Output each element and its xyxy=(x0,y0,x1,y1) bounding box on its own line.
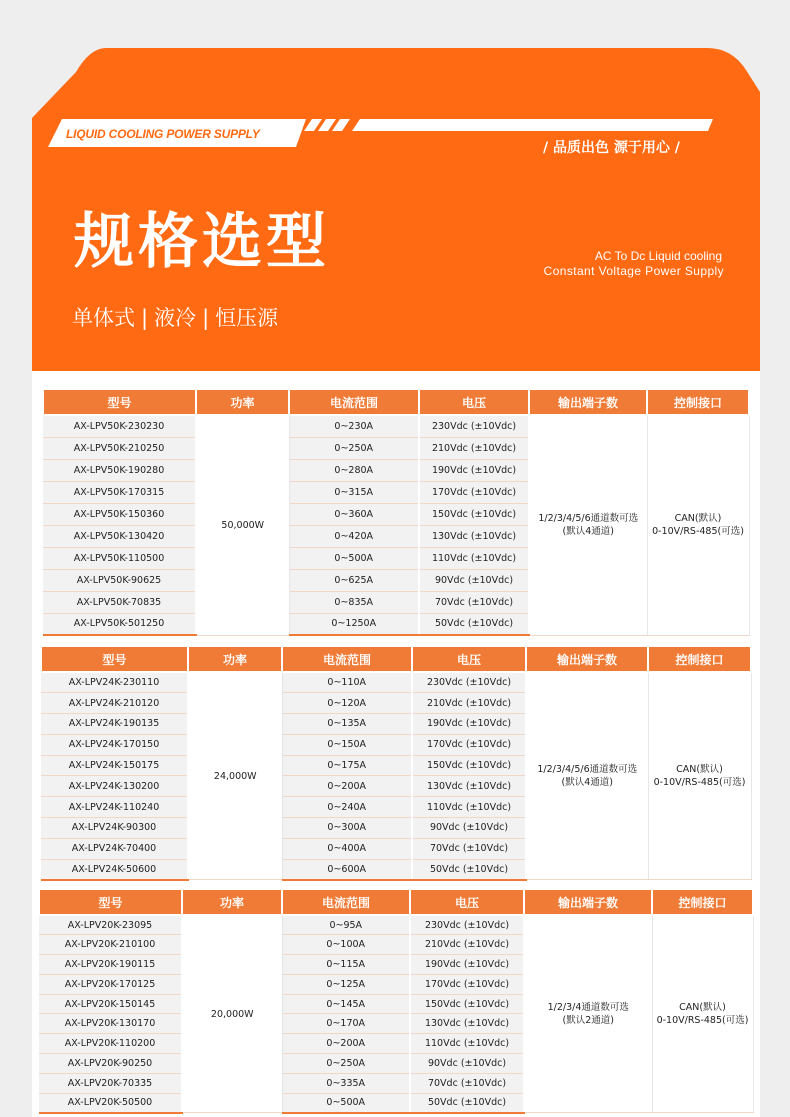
voltage-cell: 170Vdc (±10Vdc) xyxy=(412,734,526,755)
english-subtitle-line2: Constant Voltage Power Supply xyxy=(543,264,724,278)
current-range-cell: 0~100A xyxy=(282,935,410,955)
model-cell: AX-LPV24K-130200 xyxy=(41,776,188,797)
voltage-cell: 150Vdc (±10Vdc) xyxy=(419,503,529,525)
voltage-cell: 130Vdc (±10Vdc) xyxy=(410,1014,524,1034)
model-cell: AX-LPV24K-170150 xyxy=(41,734,188,755)
header-model: 型号 xyxy=(41,646,188,672)
current-range-cell: 0~360A xyxy=(289,503,419,525)
feature-item: 单体式 xyxy=(72,306,135,330)
voltage-cell: 50Vdc (±10Vdc) xyxy=(412,859,526,880)
voltage-cell: 70Vdc (±10Vdc) xyxy=(419,591,529,613)
current-range-cell: 0~250A xyxy=(289,437,419,459)
model-cell: AX-LPV24K-210120 xyxy=(41,693,188,714)
model-cell: AX-LPV50K-501250 xyxy=(43,613,196,635)
model-cell: AX-LPV20K-50500 xyxy=(39,1093,182,1113)
brand-label: LIQUID COOLING POWER SUPPLY xyxy=(66,127,260,141)
current-range-cell: 0~315A xyxy=(289,481,419,503)
voltage-cell: 70Vdc (±10Vdc) xyxy=(410,1073,524,1093)
current-range-cell: 0~625A xyxy=(289,569,419,591)
model-cell: AX-LPV20K-210100 xyxy=(39,935,182,955)
current-range-cell: 0~835A xyxy=(289,591,419,613)
control-optional: 0-10V/RS-485(可选) xyxy=(652,526,744,538)
english-subtitle-line1: AC To Dc Liquid cooling xyxy=(594,249,722,263)
current-range-cell: 0~300A xyxy=(282,818,412,839)
model-cell: AX-LPV50K-150360 xyxy=(43,503,196,525)
voltage-cell: 150Vdc (±10Vdc) xyxy=(410,994,524,1014)
control-optional: 0-10V/RS-485(可选) xyxy=(653,777,746,789)
header-current-range: 电流范围 xyxy=(282,889,410,915)
current-range-cell: 0~1250A xyxy=(289,613,419,635)
current-range-cell: 0~125A xyxy=(282,974,410,994)
current-range-cell: 0~175A xyxy=(282,755,412,776)
voltage-cell: 90Vdc (±10Vdc) xyxy=(410,1054,524,1074)
feature-item: 恒压源 xyxy=(215,306,279,330)
current-range-cell: 0~200A xyxy=(282,776,412,797)
voltage-cell: 130Vdc (±10Vdc) xyxy=(412,776,526,797)
header-current-range: 电流范围 xyxy=(282,646,412,672)
current-range-cell: 0~400A xyxy=(282,838,412,859)
control-default: CAN(默认) xyxy=(674,513,722,525)
model-cell: AX-LPV20K-170125 xyxy=(39,974,182,994)
current-range-cell: 0~500A xyxy=(289,547,419,569)
feature-separator: | xyxy=(202,306,210,330)
voltage-cell: 170Vdc (±10Vdc) xyxy=(419,481,529,503)
model-cell: AX-LPV20K-70335 xyxy=(39,1073,182,1093)
current-range-cell: 0~170A xyxy=(282,1014,410,1034)
model-cell: AX-LPV24K-230110 xyxy=(41,672,188,693)
control-default: CAN(默认) xyxy=(679,1002,726,1014)
model-cell: AX-LPV24K-110240 xyxy=(41,797,188,818)
model-cell: AX-LPV50K-190280 xyxy=(43,459,196,481)
control-optional: 0-10V/RS-485(可选) xyxy=(656,1015,749,1027)
voltage-cell: 190Vdc (±10Vdc) xyxy=(410,955,524,975)
terminals-options: 1/2/3/4/5/6通道数可选 xyxy=(538,513,639,525)
model-cell: AX-LPV50K-90625 xyxy=(43,569,196,591)
header-voltage: 电压 xyxy=(410,889,524,915)
model-cell: AX-LPV24K-50600 xyxy=(41,859,188,880)
header-output-terminals: 输出端子数 xyxy=(524,889,652,915)
voltage-cell: 50Vdc (±10Vdc) xyxy=(419,613,529,635)
control-interface-cell xyxy=(652,915,753,1113)
current-range-cell: 0~120A xyxy=(282,693,412,714)
header-voltage: 电压 xyxy=(419,389,529,415)
current-range-cell: 0~110A xyxy=(282,672,412,693)
voltage-cell: 210Vdc (±10Vdc) xyxy=(410,935,524,955)
terminals-default: (默认4通道) xyxy=(562,526,614,538)
model-cell: AX-LPV24K-190135 xyxy=(41,714,188,735)
header-output-terminals: 输出端子数 xyxy=(526,646,648,672)
header-output-terminals: 输出端子数 xyxy=(529,389,647,415)
voltage-cell: 170Vdc (±10Vdc) xyxy=(410,974,524,994)
terminals-default: (默认2通道) xyxy=(562,1015,614,1027)
terminals-default: (默认4通道) xyxy=(561,777,613,789)
current-range-cell: 0~115A xyxy=(282,955,410,975)
model-cell: AX-LPV24K-90300 xyxy=(41,818,188,839)
header-control-interface: 控制接口 xyxy=(648,646,751,672)
voltage-cell: 130Vdc (±10Vdc) xyxy=(419,525,529,547)
voltage-cell: 210Vdc (±10Vdc) xyxy=(412,693,526,714)
current-range-cell: 0~500A xyxy=(282,1093,410,1113)
spec-table-50k xyxy=(42,388,750,636)
header-control-interface: 控制接口 xyxy=(647,389,749,415)
output-terminals-cell xyxy=(526,672,648,880)
page-title: 规格选型 xyxy=(74,207,330,277)
header-power: 功率 xyxy=(196,389,289,415)
feature-separator: | xyxy=(141,306,149,330)
current-range-cell: 0~200A xyxy=(282,1034,410,1054)
model-cell: AX-LPV20K-150145 xyxy=(39,994,182,1014)
voltage-cell: 90Vdc (±10Vdc) xyxy=(412,818,526,839)
current-range-cell: 0~600A xyxy=(282,859,412,880)
output-terminals-cell xyxy=(524,915,652,1113)
voltage-cell: 50Vdc (±10Vdc) xyxy=(410,1093,524,1113)
current-range-cell: 0~95A xyxy=(282,915,410,935)
voltage-cell: 190Vdc (±10Vdc) xyxy=(419,459,529,481)
voltage-cell: 230Vdc (±10Vdc) xyxy=(410,915,524,935)
model-cell: AX-LPV24K-150175 xyxy=(41,755,188,776)
table-row xyxy=(41,672,751,693)
feature-item: 液冷 xyxy=(154,306,197,330)
current-range-cell: 0~335A xyxy=(282,1073,410,1093)
current-range-cell: 0~250A xyxy=(282,1054,410,1074)
voltage-cell: 230Vdc (±10Vdc) xyxy=(419,415,529,437)
terminals-options: 1/2/3/4通道数可选 xyxy=(547,1002,629,1014)
terminals-options: 1/2/3/4/5/6通道数可选 xyxy=(537,764,638,776)
model-cell: AX-LPV20K-110200 xyxy=(39,1034,182,1054)
header-voltage: 电压 xyxy=(412,646,526,672)
control-default: CAN(默认) xyxy=(676,764,723,776)
header-model: 型号 xyxy=(43,389,196,415)
spec-table-20k xyxy=(38,888,754,1114)
current-range-cell: 0~150A xyxy=(282,734,412,755)
header-current-range: 电流范围 xyxy=(289,389,419,415)
output-terminals-cell xyxy=(529,415,647,635)
model-cell: AX-LPV50K-170315 xyxy=(43,481,196,503)
table-row xyxy=(39,915,753,935)
current-range-cell: 0~145A xyxy=(282,994,410,1014)
header-control-interface: 控制接口 xyxy=(652,889,753,915)
slogan: / 品质出色 源于用心 / xyxy=(543,140,680,156)
current-range-cell: 0~135A xyxy=(282,714,412,735)
power-cell: 24,000W xyxy=(188,672,282,880)
voltage-cell: 190Vdc (±10Vdc) xyxy=(412,714,526,735)
feature-list xyxy=(72,302,278,332)
model-cell: AX-LPV50K-230230 xyxy=(43,415,196,437)
model-cell: AX-LPV20K-23095 xyxy=(39,915,182,935)
model-cell: AX-LPV20K-90250 xyxy=(39,1054,182,1074)
voltage-cell: 110Vdc (±10Vdc) xyxy=(410,1034,524,1054)
voltage-cell: 210Vdc (±10Vdc) xyxy=(419,437,529,459)
header-power: 功率 xyxy=(182,889,282,915)
current-range-cell: 0~230A xyxy=(289,415,419,437)
voltage-cell: 230Vdc (±10Vdc) xyxy=(412,672,526,693)
model-cell: AX-LPV20K-130170 xyxy=(39,1014,182,1034)
current-range-cell: 0~280A xyxy=(289,459,419,481)
voltage-cell: 110Vdc (±10Vdc) xyxy=(412,797,526,818)
power-cell: 20,000W xyxy=(182,915,282,1113)
table-row xyxy=(43,415,749,437)
model-cell: AX-LPV50K-210250 xyxy=(43,437,196,459)
power-cell: 50,000W xyxy=(196,415,289,635)
control-interface-cell xyxy=(647,415,749,635)
model-cell: AX-LPV50K-130420 xyxy=(43,525,196,547)
model-cell: AX-LPV24K-70400 xyxy=(41,838,188,859)
voltage-cell: 90Vdc (±10Vdc) xyxy=(419,569,529,591)
control-interface-cell xyxy=(648,672,751,880)
model-cell: AX-LPV50K-110500 xyxy=(43,547,196,569)
current-range-cell: 0~420A xyxy=(289,525,419,547)
voltage-cell: 150Vdc (±10Vdc) xyxy=(412,755,526,776)
current-range-cell: 0~240A xyxy=(282,797,412,818)
header-model: 型号 xyxy=(39,889,182,915)
voltage-cell: 70Vdc (±10Vdc) xyxy=(412,838,526,859)
voltage-cell: 110Vdc (±10Vdc) xyxy=(419,547,529,569)
header-power: 功率 xyxy=(188,646,282,672)
model-cell: AX-LPV20K-190115 xyxy=(39,955,182,975)
spec-table-24k xyxy=(40,645,752,881)
model-cell: AX-LPV50K-70835 xyxy=(43,591,196,613)
